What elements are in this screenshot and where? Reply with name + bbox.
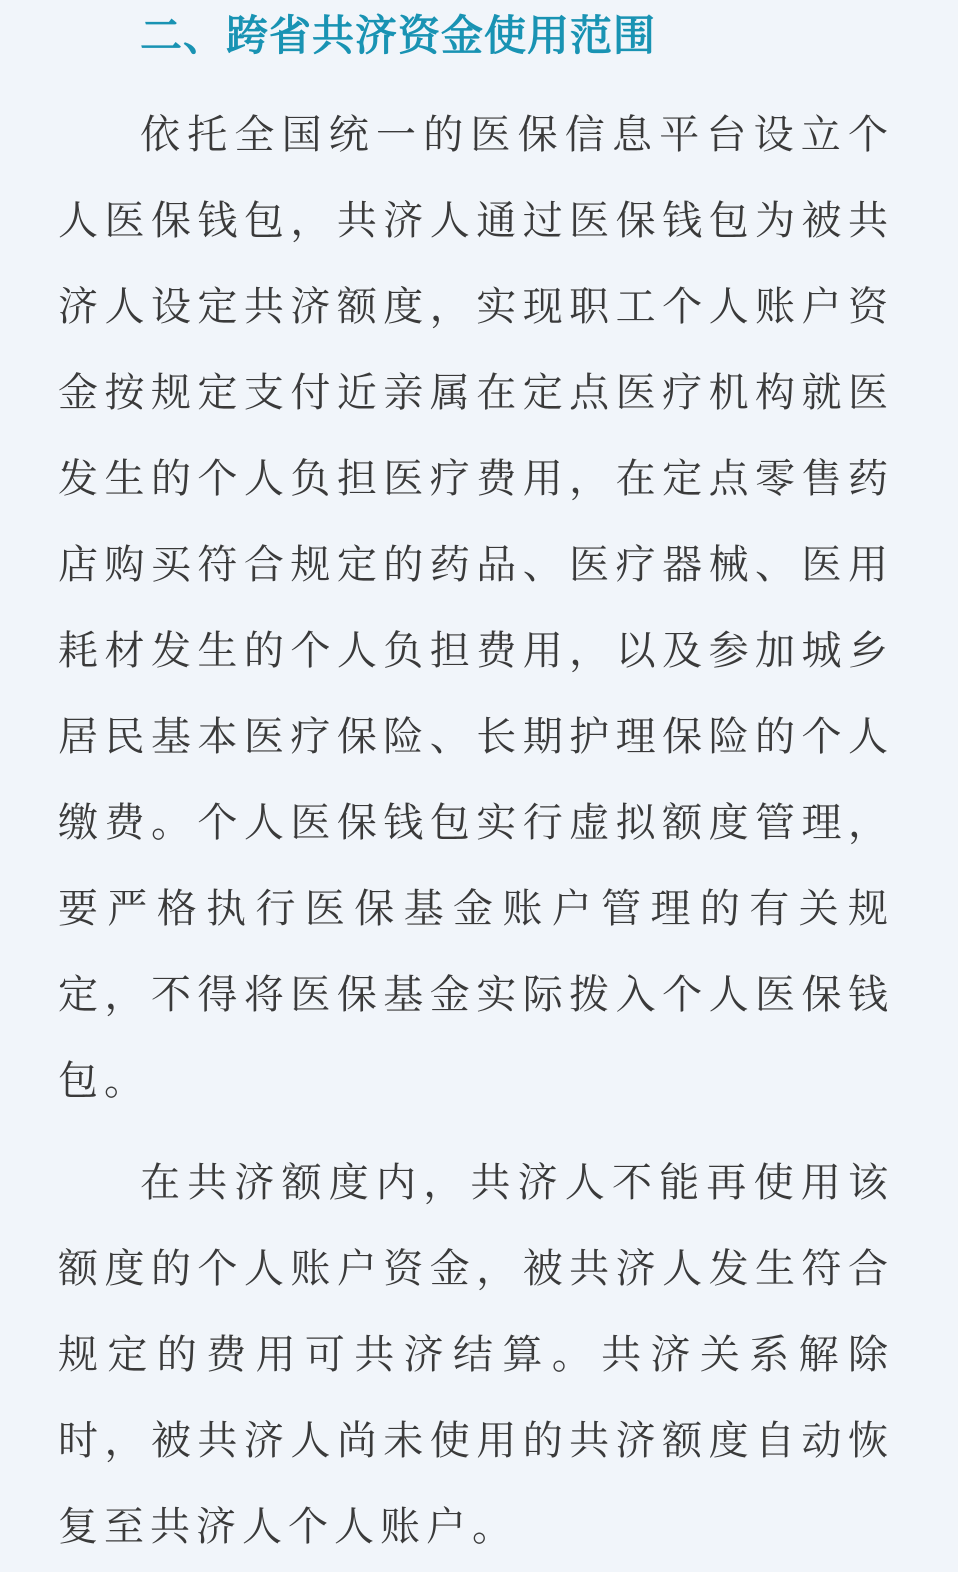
paragraph-1-line-3: 济人设定共济额度，实现职工个人账户资 [58, 284, 888, 330]
paragraph-1-line-6: 店购买符合规定的药品、医疗器械、医用 [58, 542, 888, 588]
paragraph-2-line-5: 复至共济人个人账户。 [58, 1504, 518, 1550]
paragraph-1-line-11: 定，不得将医保基金实际拨入个人医保钱 [58, 972, 888, 1018]
paragraph-2-line-2: 额度的个人账户资金，被共济人发生符合 [58, 1246, 888, 1292]
paragraph-2-line-3: 规定的费用可共济结算。共济关系解除 [58, 1332, 888, 1378]
section-heading: 二、跨省共济资金使用范围 [140, 11, 657, 60]
paragraph-1-line-10: 要严格执行医保基金账户管理的有关规 [58, 886, 888, 932]
paragraph-1-line-12: 包。 [58, 1058, 150, 1104]
paragraph-1-line-7: 耗材发生的个人负担费用，以及参加城乡 [58, 628, 888, 674]
paragraph-1-line-8: 居民基本医疗保险、长期护理保险的个人 [58, 714, 888, 760]
paragraph-2-line-1: 在共济额度内，共济人不能再使用该 [140, 1160, 888, 1206]
paragraph-1-line-2: 人医保钱包，共济人通过医保钱包为被共 [58, 198, 888, 244]
paragraph-1-line-9: 缴费。个人医保钱包实行虚拟额度管理， [58, 800, 888, 846]
paragraph-1-line-4: 金按规定支付近亲属在定点医疗机构就医 [58, 370, 888, 416]
paragraph-1-line-5: 发生的个人负担医疗费用，在定点零售药 [58, 456, 888, 502]
paragraph-1-line-1: 依托全国统一的医保信息平台设立个 [140, 112, 888, 158]
paragraph-2-line-4: 时，被共济人尚未使用的共济额度自动恢 [58, 1418, 888, 1464]
